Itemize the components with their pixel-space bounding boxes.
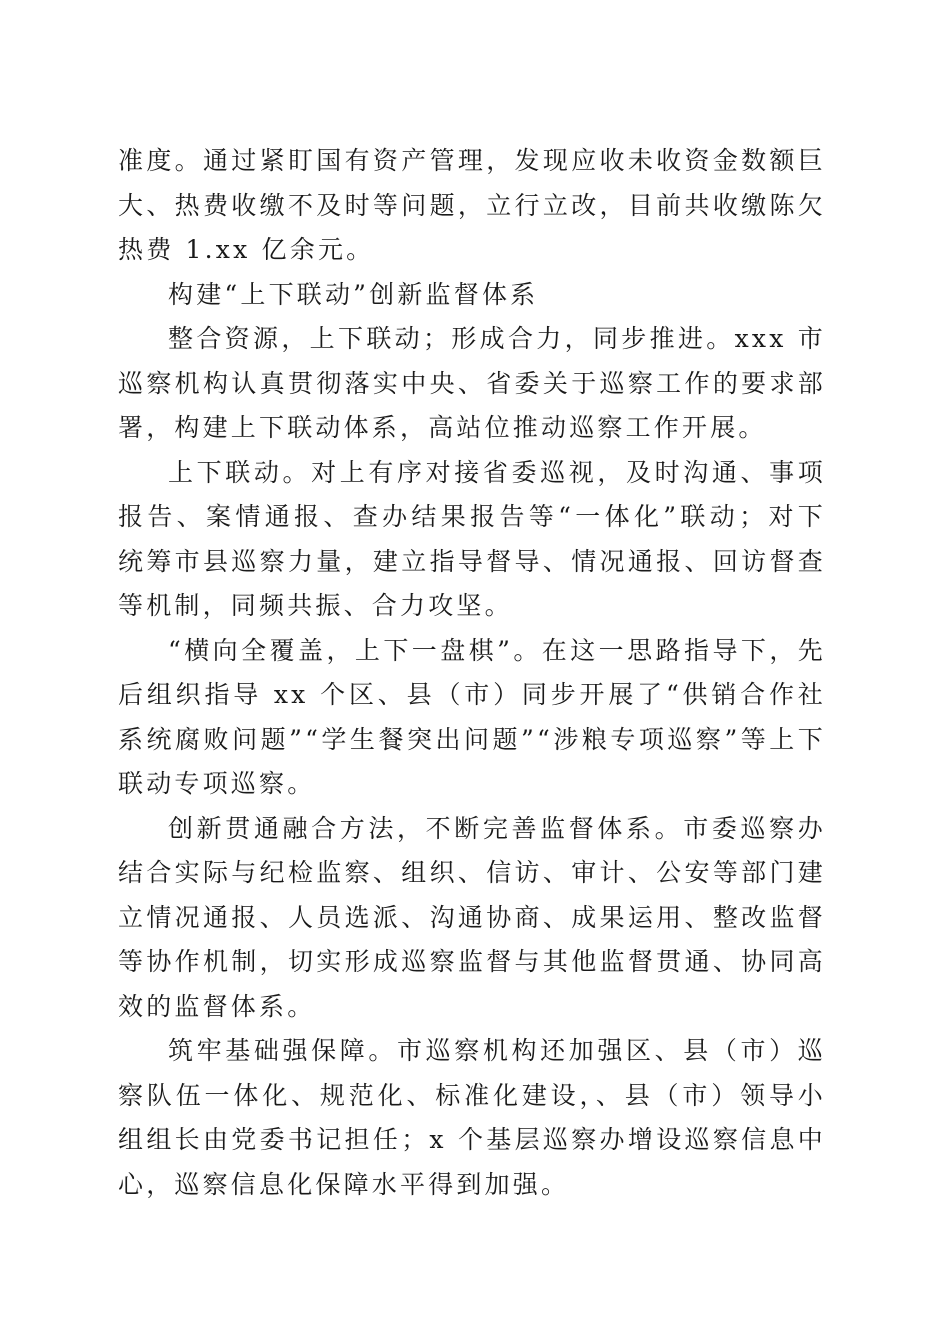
document-body [118,139,826,1207]
paragraph-continuation: 准度。通过紧盯国有资产管理，发现应收未收资金数额巨大、热费收缴不及时等问题，立行立改，目前共收缴陈欠热费 1.xx 亿余元。 [118,146,826,264]
paragraph-coverage: “横向全覆盖，上下一盘棋”。在这一思路指导下，先后组织指导 xx 个区、县（市）同步开展了“供销合作社系统腐败问题”“学生餐突出问题”“涉粮专项巡察”等上下联动专项巡察。 [118,635,826,798]
paragraph-foundation: 筑牢基础强保障。市巡察机构还加强区、县（市）巡察队伍一体化、规范化、标准化建设，、县（市）领导小组组长由党委书记担任；x 个基层巡察办增设巡察信息中心，巡察信息化保障水平得到加强。 [118,1036,826,1199]
paragraph-innovation: 创新贯通融合方法，不断完善监督体系。市委巡察办结合实际与纪检监察、组织、信访、审计、公安等部门建立情况通报、人员选派、沟通协商、成果运用、整改监督等协作机制，切实形成巡察监督与其他监督贯通、协同高效的监督体系。 [118,813,826,1021]
section-heading: 构建“上下联动”创新监督体系 [168,279,539,309]
paragraph-integration: 整合资源，上下联动；形成合力，同步推进。xxx 市巡察机构认真贯彻落实中央、省委关于巡察工作的要求部署，构建上下联动体系，高站位推动巡察工作开展。 [118,324,826,442]
paragraph-linkage: 上下联动。对上有序对接省委巡视，及时沟通、事项报告、案情通报、查办结果报告等“一体化”联动；对下统筹市县巡察力量，建立指导督导、情况通报、回访督查等机制，同频共振、合力攻坚。 [118,457,826,620]
